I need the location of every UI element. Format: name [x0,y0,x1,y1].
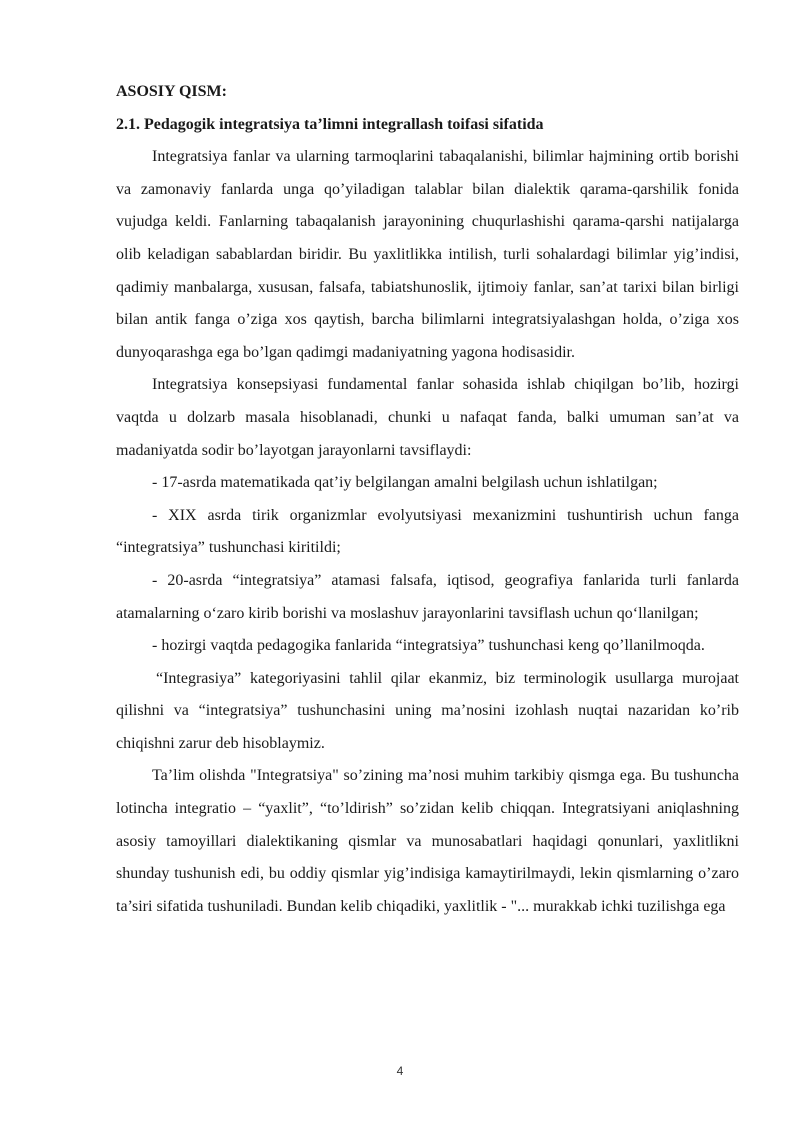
page-number: 4 [396,1064,404,1078]
list-item: - hozirgi vaqtda pedagogika fanlarida “integratsiya” tushunchasi keng qo’llanilmoqda. [152,637,705,655]
list-item: - 20-asrda “integratsiya” atamasi falsafa, iqtisod, geografiya fanlarida turli fanlarda atamalarning o‘zaro kirib borishi va moslashuv jarayonlarini tavsiflash uchun qo‘llanilgan; [116,571,739,622]
paragraph: Integratsiya konsepsiyasi fundamental fanlar sohasida ishlab chiqilgan bo’lib, hozirgi vaqtda u dolzarb masala hisoblanadi, chunki u nafaqat fanda, balki umuman san’at va madaniyatda sodir bo’layotgan jarayonlarni tavsiflaydi: [116,376,739,459]
subsection-heading: 2.1. Pedagogik integratsiya ta’limni integrallash toifasi sifatida [116,115,544,133]
paragraph: Ta’lim olishda "Integratsiya" so’zining ma’nosi muhim tarkibiy qismga ega. Bu tushuncha lotincha integratio – “yaxlit”, “to’ldirish” so’zidan kelib chiqqan. Integratsiyani aniqlashning asosiy tamoyillari dialektikaning qismlar va munosabatlari haqidagi qonunlari, yaxlitlikni shunday tushunish edi, bu oddiy qismlar yig’indisiga kamaytirilmaydi, lekin qismlarning o’zaro ta’siri sifatida tushuniladi. Bundan kelib chiqadiki, yaxlitlik - "... murakkab ichki tuzilishga ega [116,767,739,915]
section-heading: ASOSIY QISM: [116,83,227,100]
paragraph: Integratsiya fanlar va ularning tarmoqlarini tabaqalanishi, bilimlar hajmining ortib borishi va zamonaviy fanlarda unga qo’yiladigan talablar bilan dialektik qarama-qarshilik fonida vujudga keldi. Fanlarning tabaqalanish jarayonining chuqurlashishi qarama-qarshi natijalarga olib keladigan sabablardan biridir. Bu yaxlitlikka intilish, turli sohalardagi bilimlar yig’indisi, qadimiy manbalarga, xususan, falsafa, tabiatshunoslik, ijtimoiy fanlar, san’at tarixi bilan birligi bilan antik fanga o’ziga xos qaytish, barcha bilimlarni integratsiyalashgan holda, o’ziga xos dunyoqarashga ega bo’lgan qadimgi madaniyatning yagona hodisasidir. [116,148,739,361]
paragraph: “Integrasiya” kategoriyasini tahlil qilar ekanmiz, biz terminologik usullarga murojaat qilishni va “integratsiya” tushunchasini uning ma’nosini izohlash nuqtai nazaridan ko’rib chiqishni zarur deb hisoblaymiz. [116,669,739,752]
list-item: - 17-asrda matematikada qat’iy belgilangan amalni belgilash uchun ishlatilgan; [152,474,658,492]
page-content [116,76,739,923]
list-item: - XIX asrda tirik organizmlar evolyutsiyasi mexanizmini tushuntirish uchun fanga “integratsiya” tushunchasi kiritildi; [116,506,739,557]
